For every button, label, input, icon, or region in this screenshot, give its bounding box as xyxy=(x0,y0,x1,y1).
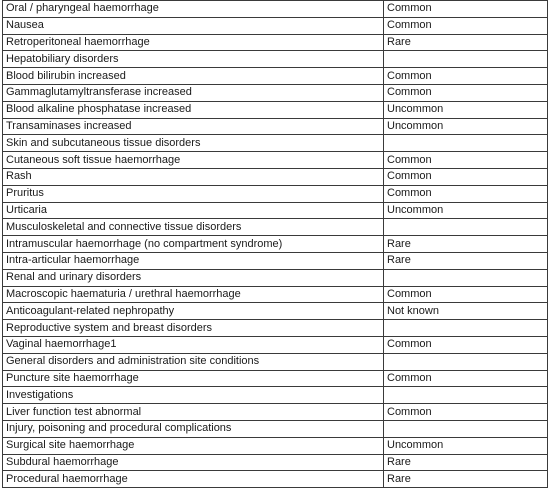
frequency-cell: Rare xyxy=(384,454,548,471)
frequency-cell: Not known xyxy=(384,303,548,320)
table-row xyxy=(3,286,548,303)
term-cell: Blood alkaline phosphatase increased xyxy=(3,101,384,118)
term-cell: Procedural haemorrhage xyxy=(3,471,384,488)
table-row xyxy=(3,185,548,202)
term-cell: Pruritus xyxy=(3,185,384,202)
table-row xyxy=(3,336,548,353)
table-row xyxy=(3,252,548,269)
term-cell: Nausea xyxy=(3,17,384,34)
term-cell: Anticoagulant-related nephropathy xyxy=(3,303,384,320)
term-cell: Vaginal haemorrhage1 xyxy=(3,336,384,353)
term-cell: Liver function test abnormal xyxy=(3,404,384,421)
frequency-cell xyxy=(384,353,548,370)
table-row xyxy=(3,219,548,236)
table-row xyxy=(3,471,548,488)
term-cell: Injury, poisoning and procedural complications xyxy=(3,420,384,437)
frequency-cell xyxy=(384,269,548,286)
term-cell: Skin and subcutaneous tissue disorders xyxy=(3,135,384,152)
frequency-cell: Rare xyxy=(384,252,548,269)
table-row xyxy=(3,68,548,85)
term-cell: Renal and urinary disorders xyxy=(3,269,384,286)
frequency-cell xyxy=(384,51,548,68)
term-cell: Cutaneous soft tissue haemorrhage xyxy=(3,152,384,169)
term-cell: Surgical site haemorrhage xyxy=(3,437,384,454)
frequency-cell: Uncommon xyxy=(384,101,548,118)
frequency-cell: Common xyxy=(384,404,548,421)
frequency-cell: Uncommon xyxy=(384,118,548,135)
frequency-cell: Common xyxy=(384,185,548,202)
term-cell: Intramuscular haemorrhage (no compartment syndrome) xyxy=(3,236,384,253)
table-row xyxy=(3,404,548,421)
frequency-cell: Common xyxy=(384,286,548,303)
table-row xyxy=(3,118,548,135)
frequency-cell: Common xyxy=(384,17,548,34)
table-row xyxy=(3,101,548,118)
frequency-cell: Common xyxy=(384,336,548,353)
term-cell: Blood bilirubin increased xyxy=(3,68,384,85)
table-row xyxy=(3,84,548,101)
frequency-cell: Common xyxy=(384,370,548,387)
table-row xyxy=(3,1,548,18)
table-row xyxy=(3,135,548,152)
table-row xyxy=(3,437,548,454)
frequency-cell: Rare xyxy=(384,471,548,488)
table-body xyxy=(3,1,548,488)
term-cell: Urticaria xyxy=(3,202,384,219)
term-cell: Gammaglutamyltransferase increased xyxy=(3,84,384,101)
table-row xyxy=(3,202,548,219)
table-row xyxy=(3,370,548,387)
term-cell: Intra-articular haemorrhage xyxy=(3,252,384,269)
table-row xyxy=(3,320,548,337)
table-row xyxy=(3,168,548,185)
term-cell: Reproductive system and breast disorders xyxy=(3,320,384,337)
table-row xyxy=(3,152,548,169)
term-cell: Macroscopic haematuria / urethral haemorrhage xyxy=(3,286,384,303)
term-cell: Subdural haemorrhage xyxy=(3,454,384,471)
table-row xyxy=(3,51,548,68)
frequency-cell xyxy=(384,420,548,437)
term-cell: Retroperitoneal haemorrhage xyxy=(3,34,384,51)
adverse-reactions-table xyxy=(2,0,548,488)
term-cell: Musculoskeletal and connective tissue disorders xyxy=(3,219,384,236)
frequency-cell: Rare xyxy=(384,236,548,253)
term-cell: Investigations xyxy=(3,387,384,404)
term-cell: Hepatobiliary disorders xyxy=(3,51,384,68)
frequency-cell: Common xyxy=(384,152,548,169)
table-row xyxy=(3,387,548,404)
table-row xyxy=(3,420,548,437)
frequency-cell xyxy=(384,219,548,236)
table-row xyxy=(3,17,548,34)
table-row xyxy=(3,353,548,370)
frequency-cell xyxy=(384,135,548,152)
table-row xyxy=(3,34,548,51)
frequency-cell: Common xyxy=(384,168,548,185)
table-row xyxy=(3,236,548,253)
term-cell: Transaminases increased xyxy=(3,118,384,135)
term-cell: General disorders and administration site conditions xyxy=(3,353,384,370)
term-cell: Oral / pharyngeal haemorrhage xyxy=(3,1,384,18)
term-cell: Puncture site haemorrhage xyxy=(3,370,384,387)
frequency-cell xyxy=(384,320,548,337)
frequency-cell: Rare xyxy=(384,34,548,51)
frequency-cell: Uncommon xyxy=(384,202,548,219)
frequency-cell xyxy=(384,387,548,404)
frequency-cell: Common xyxy=(384,84,548,101)
frequency-cell: Common xyxy=(384,68,548,85)
frequency-cell: Common xyxy=(384,1,548,18)
frequency-cell: Uncommon xyxy=(384,437,548,454)
table-row xyxy=(3,303,548,320)
table-row xyxy=(3,269,548,286)
table-row xyxy=(3,454,548,471)
term-cell: Rash xyxy=(3,168,384,185)
